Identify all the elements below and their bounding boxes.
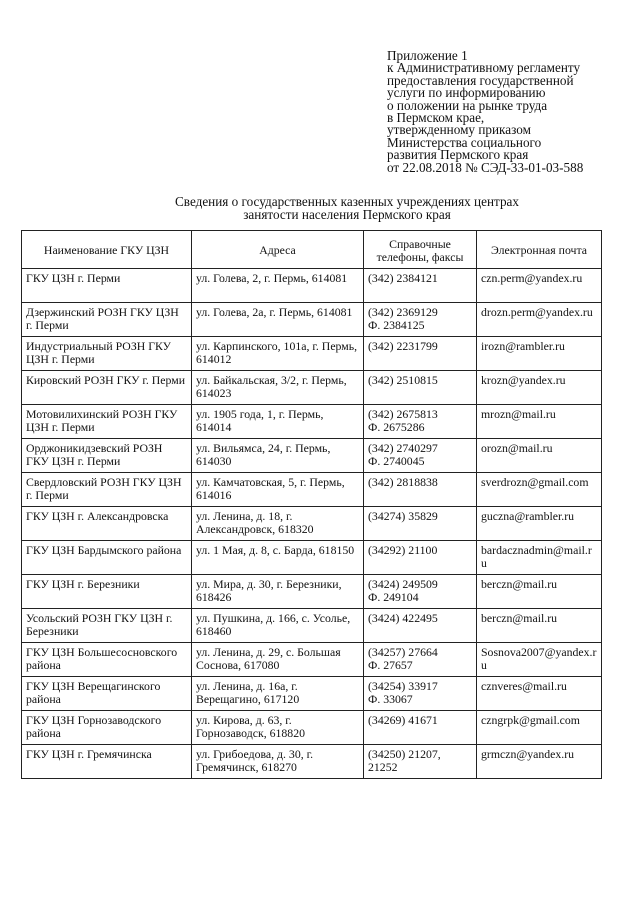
table-row — [22, 405, 602, 439]
cell-phones-text: (3424) 422495 — [368, 611, 438, 625]
cell-address — [192, 405, 364, 439]
cell-phones-text: (342) 2384121 — [368, 271, 438, 285]
cell-email-text: sverdrozn@gmail.com — [481, 475, 589, 489]
cell-email-text: czn.perm@yandex.ru — [481, 271, 583, 285]
table-row — [22, 439, 602, 473]
cell-name-text: ГКУ ЦЗН Бардымского района — [26, 543, 182, 557]
cell-name-text: Свердловский РОЗН ГКУ ЦЗН г. Перми — [26, 475, 185, 502]
cell-name — [22, 269, 192, 303]
cell-address-text: ул. Голева, 2, г. Пермь, 614081 — [196, 271, 348, 285]
cell-email — [477, 269, 602, 303]
table-header-row — [22, 231, 602, 269]
appendix-line: развития Пермского края — [387, 147, 529, 163]
appendix-line: предоставления государственной — [387, 72, 574, 88]
table-row — [22, 337, 602, 371]
cell-name-text: ГКУ ЦЗН Горнозаводского района — [26, 713, 165, 740]
cell-phones — [364, 643, 477, 677]
cell-name-text: ГКУ ЦЗН г. Гремячинска — [26, 747, 152, 761]
cell-phones-text: (3424) 249509 Ф. 249104 — [368, 577, 438, 604]
cell-phones — [364, 473, 477, 507]
cell-name — [22, 575, 192, 609]
cell-email-text: krozn@yandex.ru — [481, 373, 566, 387]
cell-name-text: Орджоникидзевский РОЗН ГКУ ЦЗН г. Перми — [26, 441, 166, 468]
cell-phones-text: (34257) 27664 Ф. 27657 — [368, 645, 438, 672]
cell-name — [22, 643, 192, 677]
appendix-line: Министерства социального — [387, 134, 542, 150]
document-title — [120, 195, 574, 221]
cell-address — [192, 541, 364, 575]
cell-phones-text: (342) 2510815 — [368, 373, 438, 387]
cell-name-text: Усольский РОЗН ГКУ ЦЗН г. Березники — [26, 611, 176, 638]
table-body — [22, 269, 602, 779]
header-address: Адреса — [192, 231, 364, 269]
cell-phones — [364, 337, 477, 371]
cell-address — [192, 371, 364, 405]
cell-name — [22, 405, 192, 439]
cell-email — [477, 609, 602, 643]
cell-name — [22, 507, 192, 541]
cell-address-text: ул. Карпинского, 101а, г. Пермь, 614012 — [196, 339, 361, 366]
cell-phones — [364, 405, 477, 439]
cell-address — [192, 575, 364, 609]
cell-name-text: Индустриальный РОЗН ГКУ ЦЗН г. Перми — [26, 339, 174, 366]
cell-phones — [364, 507, 477, 541]
cell-name-text: Мотовилихинский РОЗН ГКУ ЦЗН г. Перми — [26, 407, 181, 434]
table-row — [22, 643, 602, 677]
cell-address-text: ул. Ленина, д. 29, с. Большая Соснова, 617080 — [196, 645, 344, 672]
cell-phones-text: (342) 2369129 Ф. 2384125 — [368, 305, 438, 332]
cell-name — [22, 609, 192, 643]
header-phones: Справочные телефоны, факсы — [364, 231, 477, 269]
cell-email — [477, 303, 602, 337]
cell-email — [477, 371, 602, 405]
cell-address — [192, 677, 364, 711]
cell-phones — [364, 575, 477, 609]
cell-name — [22, 303, 192, 337]
cell-phones — [364, 371, 477, 405]
cell-phones — [364, 303, 477, 337]
cell-email-text: orozn@mail.ru — [481, 441, 553, 455]
cell-phones-text: (342) 2675813 Ф. 2675286 — [368, 407, 438, 434]
table-row — [22, 745, 602, 779]
cell-name-text: ГКУ ЦЗН Большесосновского района — [26, 645, 181, 672]
employment-centers-table — [21, 230, 602, 779]
appendix-line: утвержденному приказом — [387, 122, 531, 138]
cell-name — [22, 473, 192, 507]
table-row — [22, 575, 602, 609]
cell-address-text: ул. Грибоедова, д. 30, г. Гремячинск, 618270 — [196, 747, 317, 774]
appendix-line: в Пермском крае, — [387, 110, 485, 126]
title-line-2: занятости населения Пермского края — [243, 207, 451, 222]
cell-phones-text: (342) 2818838 — [368, 475, 438, 489]
cell-phones — [364, 677, 477, 711]
table-row — [22, 371, 602, 405]
cell-phones — [364, 609, 477, 643]
appendix-line: услуги по информированию — [387, 85, 546, 101]
header-email: Электронная почта — [477, 231, 602, 269]
table-row — [22, 677, 602, 711]
cell-email — [477, 439, 602, 473]
cell-name-text: Дзержинский РОЗН ГКУ ЦЗН г. Перми — [26, 305, 182, 332]
cell-address-text: ул. Камчатовская, 5, г. Пермь, 614016 — [196, 475, 348, 502]
cell-address-text: ул. Ленина, д. 18, г. Александровск, 618320 — [196, 509, 314, 536]
cell-email-text: irozn@rambler.ru — [481, 339, 565, 353]
cell-address — [192, 643, 364, 677]
cell-name — [22, 677, 192, 711]
cell-phones — [364, 439, 477, 473]
cell-email-text: Sosnova2007@yandex.ru — [481, 645, 597, 672]
cell-address — [192, 711, 364, 745]
cell-email — [477, 337, 602, 371]
cell-name — [22, 745, 192, 779]
cell-address — [192, 303, 364, 337]
cell-name-text: Кировский РОЗН ГКУ г. Перми — [26, 373, 186, 387]
cell-email-text: berczn@mail.ru — [481, 577, 558, 591]
appendix-line: Приложение 1 — [387, 48, 468, 63]
cell-name-text: ГКУ ЦЗН г. Александровска — [26, 509, 169, 523]
cell-email-text: bardacznadmin@mail.ru — [481, 543, 592, 570]
cell-phones — [364, 745, 477, 779]
cell-email-text: guczna@rambler.ru — [481, 509, 575, 523]
cell-address — [192, 473, 364, 507]
cell-phones-text: (342) 2740297 Ф. 2740045 — [368, 441, 438, 468]
appendix-line: к Административному регламенту — [387, 60, 581, 76]
cell-email — [477, 507, 602, 541]
cell-email-text: mrozn@mail.ru — [481, 407, 556, 421]
cell-address — [192, 745, 364, 779]
cell-name-text: ГКУ ЦЗН г. Березники — [26, 577, 140, 591]
appendix-line: о положении на рынке труда — [387, 97, 548, 113]
cell-phones-text: (34254) 33917 Ф. 33067 — [368, 679, 438, 706]
table-row — [22, 303, 602, 337]
cell-email — [477, 643, 602, 677]
table-row — [22, 269, 602, 303]
cell-address-text: ул. Ленина, д. 16а, г. Верещагино, 617120 — [196, 679, 301, 706]
cell-name — [22, 541, 192, 575]
cell-address — [192, 269, 364, 303]
cell-name — [22, 337, 192, 371]
cell-email — [477, 473, 602, 507]
cell-email-text: cznveres@mail.ru — [481, 679, 567, 693]
cell-name — [22, 439, 192, 473]
cell-phones — [364, 269, 477, 303]
cell-name-text: ГКУ ЦЗН г. Перми — [26, 271, 121, 285]
table-row — [22, 541, 602, 575]
cell-address — [192, 507, 364, 541]
table-row — [22, 473, 602, 507]
table-row — [22, 609, 602, 643]
cell-email-text: berczn@mail.ru — [481, 611, 558, 625]
cell-email — [477, 745, 602, 779]
cell-email — [477, 405, 602, 439]
table-row — [22, 507, 602, 541]
cell-name-text: ГКУ ЦЗН Верещагинского района — [26, 679, 164, 706]
cell-address-text: ул. Голева, 2а, г. Пермь, 614081 — [196, 305, 353, 319]
appendix-block — [387, 50, 583, 174]
cell-phones — [364, 541, 477, 575]
cell-email — [477, 541, 602, 575]
cell-address — [192, 337, 364, 371]
cell-address-text: ул. 1 Мая, д. 8, с. Барда, 618150 — [196, 543, 355, 557]
cell-phones — [364, 711, 477, 745]
cell-name — [22, 711, 192, 745]
cell-address — [192, 609, 364, 643]
appendix-line: от 22.08.2018 № СЭД-33-01-03-588 — [387, 159, 584, 175]
cell-email — [477, 711, 602, 745]
header-name: Наименование ГКУ ЦЗН — [22, 231, 192, 269]
cell-address-text: ул. Вильямса, 24, г. Пермь, 614030 — [196, 441, 334, 468]
cell-phones-text: (34250) 21207, 21252 — [368, 747, 441, 774]
cell-email-text: grmczn@yandex.ru — [481, 747, 575, 761]
table-row — [22, 711, 602, 745]
cell-address-text: ул. Пушкина, д. 166, с. Усолье, 618460 — [196, 611, 354, 638]
cell-email — [477, 677, 602, 711]
cell-name — [22, 371, 192, 405]
cell-email-text: drozn.perm@yandex.ru — [481, 305, 593, 319]
cell-phones-text: (34292) 21100 — [368, 543, 438, 557]
cell-address-text: ул. Кирова, д. 63, г. Горнозаводск, 618820 — [196, 713, 305, 740]
cell-email — [477, 575, 602, 609]
title-line-1: Сведения о государственных казенных учреждениях центрах — [175, 194, 519, 209]
cell-address-text: ул. 1905 года, 1, г. Пермь, 614014 — [196, 407, 327, 434]
cell-phones-text: (34274) 35829 — [368, 509, 438, 523]
cell-address — [192, 439, 364, 473]
cell-email-text: czngrpk@gmail.com — [481, 713, 580, 727]
cell-address-text: ул. Байкальская, 3/2, г. Пермь, 614023 — [196, 373, 350, 400]
cell-address-text: ул. Мира, д. 30, г. Березники, 618426 — [196, 577, 345, 604]
cell-phones-text: (342) 2231799 — [368, 339, 438, 353]
cell-phones-text: (34269) 41671 — [368, 713, 438, 727]
